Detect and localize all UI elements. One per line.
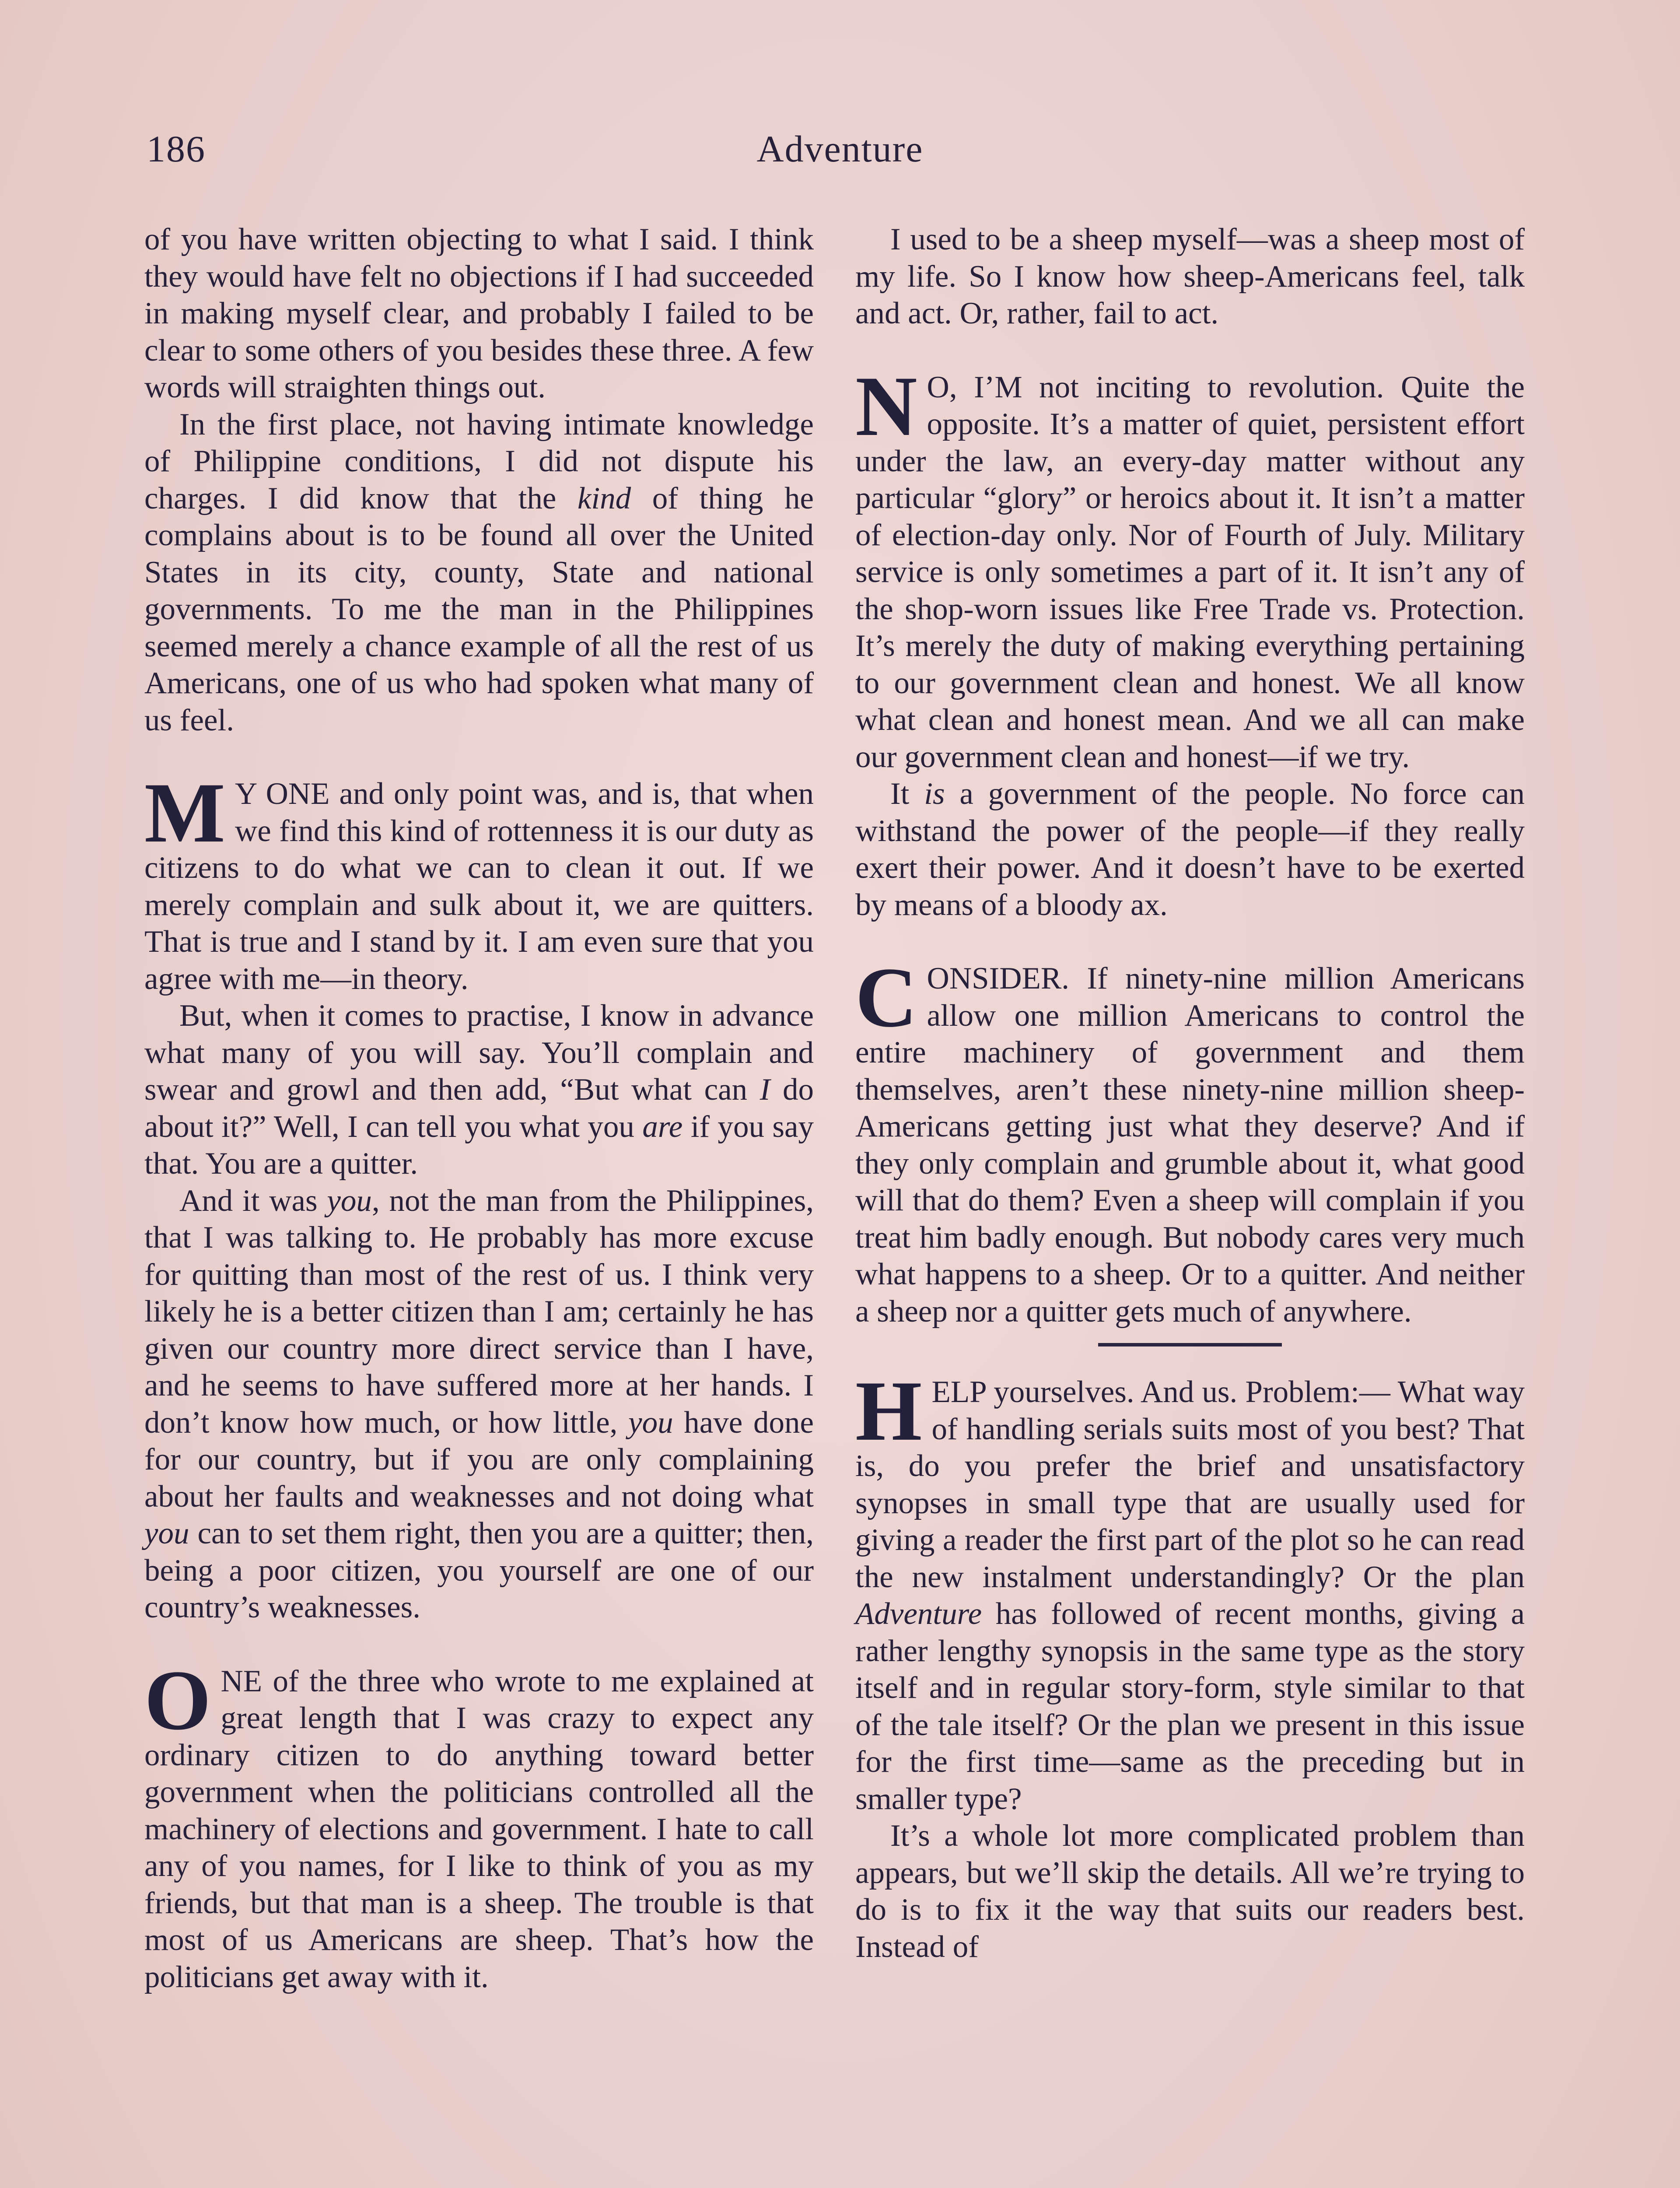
running-title: Adventure [756,128,924,170]
drop-cap: N [855,358,917,454]
paragraph: I used to be a sheep myself—was a sheep most of my life. So I know how sheep-Americans feel, talk and act. Or, rather, fail to act. [855,222,1525,330]
page-number: 186 [147,128,206,170]
paragraph-dropcap: HELP yourselves. And us. Problem:— What way of handling serials suits most of you best? That is, do you prefer the brief and unsatisfactory synopses in small type that are usually used for giving a reader the first part of the plot so he can read the new instalment understandingly? Or the plan Adventure has followed of recent months, giving a rather lengthy synopsis in the same type as the story itself and in regular story-form, style similar to that of the tale itself? Or the plan we present in this issue for the first time—same as the preceding but in smaller type? [855,1364,1525,1816]
page-header [147,127,1533,193]
paragraph: But, when it comes to practise, I know in advance what many of you will say. You’ll complain and swear and growl and then add, “But what can I do about it?” Well, I can tell you what you are if you say that. You are a quitter. [144,999,814,1181]
drop-cap: H [855,1364,922,1459]
drop-cap: O [144,1652,211,1748]
left-column [144,221,814,1995]
paragraph: of you have written objecting to what I said. I think they would have felt no objections if I had succeeded in making myself clear, and probably I failed to be clear to some others of you besides these three. A few words will straighten things out. [144,222,814,404]
paragraph-dropcap: N O, I’M not inciting to revolution. Quite the opposite. It’s a matter of quiet, persistent effort under the law, an every-day matter without any particular “glory” or heroics about it. It isn’t a matter of election-day only. Nor of Fourth of July. Military service is only sometimes a part of it. It isn’t any of the shop-worn issues like Free Trade vs. Protection. It’s merely the duty of making everything pertaining to our government clean and honest. We all know what clean and honest mean. And we all can make our government clean and honest—if we try. [855,358,1525,774]
paragraph: It’s a whole lot more complicated problem than appears, but we’ll skip the details. All we’re trying to do is to fix it the way that suits our readers best. Instead of [855,1819,1525,1964]
paragraph: It is a government of the people. No force can withstand the power of the people—if they really exert their power. And it doesn’t have to be exerted by means of a bloody ax. [855,777,1525,922]
section-divider [1098,1343,1282,1346]
drop-cap: M [144,765,225,860]
paragraph-dropcap: CONSIDER. If ninety-nine million Americans allow one million Americans to control the entire machinery of government and them themselves, aren’t these ninety-nine million sheep-Americans getting just what they deserve? And if they only complain and grumble about it, what good will that do them? Even a sheep will complain if you treat him badly enough. But nobody cares very much what happens to a sheep. Or to a quitter. And neither a sheep nor a quitter gets much of anywhere. [855,950,1525,1329]
paragraph: In the first place, not having intimate knowledge of Philippine conditions, I did not dispute his charges. I did know that the kind of thing he complains about is to be found all over the United States in its city, county, State and national governments. To me the man in the Philippines seemed merely a chance example of all the rest of us Americans, one of us who had spoken what many of us feel. [144,407,814,737]
paragraph-dropcap: ONE of the three who wrote to me explained at great length that I was crazy to expect any ordinary citizen to do anything toward better government when the politicians controlled all the machinery of elections and government. I hate to call any of you names, for I like to think of you as my friends, but that man is a sheep. The trouble is that most of us Americans are sheep. That’s how the politicians get away with it. [144,1652,814,1994]
paragraph: And it was you, not the man from the Philippines, that I was talking to. He probably has more excuse for quitting than most of the rest of us. I think very likely he is a better citizen than I am; certainly he has given our country more direct service than I have, and he seems to have suffered more at her hands. I don’t know how much, or how little, you have done for our country, but if you are only complaining about her faults and weaknesses and not doing what you can to set them right, then you are a quitter; then, being a poor citizen, you yourself are one of our country’s weaknesses. [144,1183,814,1624]
right-column [855,221,1525,1965]
paragraph-dropcap: M Y ONE and only point was, and is, that when we find this kind of rottenness it is our duty as citizens to do what we can to clean it out. If we merely complain and sulk about it, we are quitters. That is true and I stand by it. I am even sure that you agree with me—in theory. [144,765,814,996]
drop-cap: C [855,950,917,1045]
